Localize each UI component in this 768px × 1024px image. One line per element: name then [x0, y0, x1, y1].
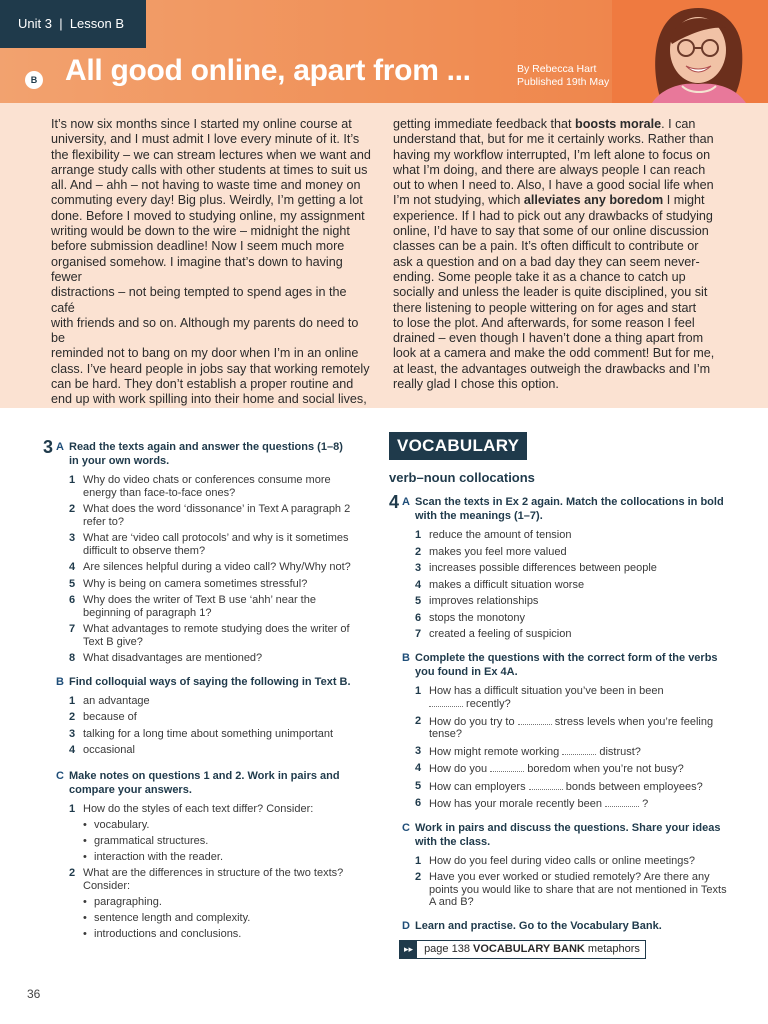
article-title: All good online, apart from ...: [65, 54, 471, 87]
ex3c-q2-bullets: [69, 896, 353, 941]
list-item: 2 How do you try to stress levels when you’re feeling tense?: [415, 714, 714, 740]
exercise-number: 3: [43, 437, 54, 457]
list-item: 3 increases possible differences between people: [415, 562, 657, 574]
list-item: 4 Are silences helpful during a video call? Why/Why not?: [69, 561, 351, 573]
question-text: Why do video chats or conferences consume more energy than face-to-face ones?: [83, 474, 331, 499]
list-item: 2 What does the word ‘dissonance’ in Text A paragraph 2 refer to?: [69, 503, 351, 528]
ex4a-instruction: Scan the texts in Ex 2 again. Match the collocations in bold with the meanings (1–7).: [415, 496, 724, 522]
article-line: having my workflow interrupted, I’m left alone to focus on: [393, 147, 711, 162]
article-line: socially and unless the leader is quite disciplined, you sit: [393, 285, 708, 300]
unit-label: Unit 3: [18, 16, 52, 31]
article-body: [0, 103, 768, 408]
vocabulary-section: [389, 432, 729, 959]
sub-letter: D: [402, 919, 410, 932]
vocabulary-heading: VOCABULARY: [389, 432, 527, 460]
question-text: What does the word ‘dissonance’ in Text A paragraph 2 refer to?: [83, 503, 351, 528]
list-item: 3 talking for a long time about something unimportant: [69, 727, 334, 740]
ex3a-questions: [69, 474, 353, 665]
unit-lesson-tab: [0, 0, 146, 48]
list-item: 3 What are ‘video call protocols’ and why is it sometimes difficult to observe them?: [69, 532, 349, 557]
article-line: can be hard. They don’t establish a proper routine and: [51, 377, 354, 392]
bank-topic: metaphors: [587, 942, 640, 955]
question-text: Have you ever worked or studied remotely? Are there any points you would like to share that are not mentioned in Texts A and B?: [429, 871, 727, 908]
question-text: What are ‘video call protocols’ and why is it sometimes difficult to observe them?: [83, 532, 349, 557]
sub-letter: C: [56, 769, 64, 782]
article-line: there listening to people wittering on for ages and start: [393, 300, 697, 315]
list-item: 2 Have you ever worked or studied remotely? Are there any points you would like to share that are not mentioned in Texts A and B?: [415, 871, 727, 908]
ex4c-instruction: Work in pairs and discuss the questions. Share your ideas with the class.: [415, 821, 721, 848]
ex3c-q1-bullets: [69, 819, 353, 864]
ex4c-questions: [415, 855, 729, 909]
article-line: the flexibility – we can stream lectures when we want and: [51, 147, 371, 162]
list-item: 1 How do you feel during video calls or online meetings?: [415, 854, 695, 867]
exercise-3: [43, 437, 353, 944]
question-text: What disadvantages are mentioned?: [83, 652, 263, 664]
article-line: end up with work spilling into their home and social lives,: [51, 392, 367, 407]
article-line: before submission deadline! Now I seem much more: [51, 239, 345, 254]
article-line: to lose the plot. And afterwards, for some reason I feel: [393, 315, 695, 330]
ex3b-instruction: Find colloquial ways of saying the following in Text B.: [69, 675, 351, 688]
question-text: How can employers: [429, 780, 529, 793]
list-item: 4 makes a difficult situation worse: [415, 578, 585, 591]
list-item: 4 How do you boredom when you’re not busy?: [415, 762, 684, 775]
ex4d-instruction: Learn and practise. Go to the Vocabulary Bank.: [415, 919, 662, 932]
question-text: How do the styles of each text differ? Consider:: [83, 802, 314, 815]
question-text: recently?: [463, 698, 511, 710]
list-item: 6 How has your morale recently been ?: [415, 797, 649, 810]
sub-letter: B: [56, 675, 64, 688]
article-line: reminded not to bang on my door when I’m in an online: [51, 346, 359, 361]
ex4b-questions: [415, 685, 729, 811]
lesson-label: Lesson B: [69, 16, 125, 31]
question-text: Are silences helpful during a video call? Why/Why not?: [83, 561, 351, 573]
list-item: 2 makes you feel more valued: [415, 545, 567, 558]
list-item: 5 improves relationships: [415, 595, 539, 607]
article-column-left: [51, 117, 373, 408]
ex3b-instruction-row: [43, 675, 353, 689]
article-line: arrange study calls with other students at times to suit us: [51, 162, 368, 177]
question-text: ?: [639, 798, 649, 810]
byline-date: Published 19th May: [517, 76, 610, 88]
item-text: increases possible differences between people: [429, 562, 657, 574]
bullet-item: • interaction with the reader.: [69, 851, 353, 864]
item-text: occasional: [83, 744, 135, 756]
answer-blank[interactable]: [529, 780, 563, 790]
ex4a-items: [415, 529, 729, 641]
list-item: 8 What disadvantages are mentioned?: [69, 652, 263, 664]
bullet-item: • paragraphing.: [69, 896, 353, 909]
bullet-item: • sentence length and complexity.: [69, 912, 353, 925]
item-text: talking for a long time about something unimportant: [83, 727, 334, 740]
article-line: organised somehow. I imagine that’s down to having fewer: [51, 254, 343, 284]
sub-letter: A: [402, 496, 410, 508]
question-text: Why is being on camera sometimes stressful?: [83, 577, 308, 590]
sub-letter: C: [402, 821, 410, 834]
question-text: How might remote working: [429, 745, 563, 758]
vocabulary-subheading: verb–noun collocations: [389, 470, 535, 485]
list-item: 5 How can employers bonds between employees?: [415, 779, 703, 793]
question-text: How do you try to: [429, 715, 518, 728]
question-text: How has a difficult situation you’ve been in been: [429, 684, 664, 697]
ex3a-instruction: Read the texts again and answer the questions (1–8) in your own words.: [69, 441, 343, 467]
list-item: 1 reduce the amount of tension: [415, 529, 572, 541]
question-text: Why does the writer of Text B use ‘ahh’ near the beginning of paragraph 1?: [83, 594, 316, 619]
article-line: writing would be down to the wire – midnight the night: [51, 224, 350, 239]
ex3b-items: [69, 695, 353, 757]
article-line: ask a question and on a bad day they can seem never-: [393, 254, 700, 269]
article-line: what I’m doing, and there are always people I can reach: [393, 162, 706, 177]
article-line: at least, the advantages outweigh the drawbacks and I’m: [393, 361, 711, 376]
ex3c-instruction-row: [43, 769, 353, 797]
question-text: How has your morale recently been: [429, 798, 606, 810]
answer-blank[interactable]: [429, 697, 463, 707]
article-line: university, and I must admit I love every minute of it. It’s: [51, 132, 360, 147]
question-text: bonds between employees?: [562, 780, 703, 793]
question-text: What are the differences in structure of the two texts? Consider:: [83, 867, 344, 892]
article-line: done. Before I moved to studying online, my assignment: [51, 208, 365, 223]
list-item: 1 How has a difficult situation you’ve been in been recently?: [415, 684, 664, 710]
header-banner: [0, 0, 768, 103]
ex3c-questions: [69, 803, 353, 816]
ex3c-questions-2: [69, 867, 353, 892]
question-text: stress levels when you’re feeling tense?: [429, 715, 714, 740]
article-line: classes can be a pain. It’s often difficult to contribute or: [393, 239, 699, 254]
question-text: What advantages to remote studying does the writer of Text B give?: [83, 623, 350, 648]
list-item: 1 How do the styles of each text differ? Consider:: [69, 802, 314, 815]
bullet-item: • grammatical structures.: [69, 835, 353, 848]
answer-blank[interactable]: [490, 762, 524, 772]
collocation-bold: boosts morale: [575, 117, 662, 131]
bullet-item: • introductions and conclusions.: [69, 928, 353, 941]
text: getting immediate feedback that: [393, 117, 576, 131]
article-line: with friends and so on. Although my parents do need to be: [51, 315, 359, 346]
item-text: improves relationships: [429, 595, 539, 607]
double-chevron-right-icon: ▸▸: [400, 941, 417, 958]
question-text: How do you: [429, 763, 491, 775]
ex4d-instruction-row: [389, 919, 729, 933]
item-text: because of: [83, 711, 137, 723]
article-line: class. I’ve heard people in jobs say that working remotely: [51, 361, 370, 376]
question-text: boredom when you’re not busy?: [524, 763, 684, 775]
article-line: [393, 193, 719, 208]
list-item: 1 Why do video chats or conferences consume more energy than face-to-face ones?: [69, 474, 331, 499]
ex3a-instruction-row: [43, 437, 353, 468]
article-line: look at a camera and make the odd comment! But for me,: [393, 346, 715, 361]
article-line: out to when I need to. Also, I have a good social life when: [393, 178, 714, 193]
ex4a-instruction-row: [389, 492, 729, 523]
answer-blank[interactable]: [562, 745, 596, 755]
item-text: makes a difficult situation worse: [429, 578, 585, 591]
article-line: [393, 117, 719, 132]
item-text: an advantage: [83, 694, 150, 707]
text: I might: [663, 193, 705, 208]
text: I’m not studying, which: [393, 193, 524, 208]
article-line: It’s now six months since I started my online course at: [51, 117, 352, 131]
list-item: 2 What are the differences in structure of the two texts? Consider:: [69, 867, 344, 892]
list-item: 7 What advantages to remote studying does the writer of Text B give?: [69, 623, 350, 648]
list-item: 5 Why is being on camera sometimes stressful?: [69, 577, 308, 590]
article-line: distractions – not being tempted to spend ages in the café: [51, 285, 347, 315]
ex4c-instruction-row: [389, 821, 729, 849]
article-line: drained – even though I haven’t done a thing apart from: [393, 331, 704, 346]
list-item: 2 because of: [69, 711, 137, 723]
list-item: 6 Why does the writer of Text B use ‘ahh’ near the beginning of paragraph 1?: [69, 594, 316, 619]
article-line: understand that, but for me it certainly works. Rather than: [393, 132, 714, 147]
list-item: 4 occasional: [69, 744, 135, 756]
byline-author: By Rebecca Hart: [517, 63, 597, 75]
exercise-number: 4: [389, 492, 400, 512]
list-item: 7 created a feeling of suspicion: [415, 628, 572, 640]
article-line: ending. Some people take it as a chance to catch up: [393, 269, 686, 284]
bank-page: page 138: [424, 942, 470, 955]
author-photo: [612, 0, 768, 103]
article-column-right: [393, 117, 719, 392]
article-line: all. And – ahh – not having to waste time and money on: [51, 178, 361, 193]
byline: [517, 63, 609, 89]
list-item: 6 stops the monotony: [415, 611, 526, 624]
page-number: 36: [27, 987, 41, 1001]
question-text: How do you feel during video calls or online meetings?: [429, 854, 695, 867]
article-line: online, I’d have to say that some of our online discussion: [393, 224, 709, 239]
vocabulary-bank-link[interactable]: [399, 940, 646, 959]
text: . I can: [661, 117, 696, 131]
article-line: commuting every day! Big plus. Weirdly, I’m getting a lot: [51, 193, 363, 208]
sub-letter: B: [402, 651, 410, 664]
item-text: stops the monotony: [429, 611, 526, 624]
article-line: experience. If I had to pick out any drawbacks of studying: [393, 208, 713, 223]
vocab-bank-row: [389, 939, 729, 959]
question-text: distrust?: [596, 745, 641, 758]
list-item: 3 How might remote working distrust?: [415, 744, 641, 758]
item-text: created a feeling of suspicion: [429, 628, 572, 640]
bank-label: VOCABULARY BANK: [473, 942, 585, 955]
ex4b-instruction-row: [389, 651, 729, 679]
bullet-item: • vocabulary.: [69, 819, 353, 832]
item-text: reduce the amount of tension: [429, 529, 572, 541]
item-text: makes you feel more valued: [429, 545, 567, 558]
answer-blank[interactable]: [605, 797, 639, 807]
article-line: really glad I chose this option.: [393, 377, 559, 392]
list-item: 1 an advantage: [69, 694, 150, 707]
section-badge: B: [25, 71, 43, 89]
ex3c-instruction: Make notes on questions 1 and 2. Work in pairs and compare your answers.: [69, 769, 340, 796]
collocation-bold: alleviates any boredom: [523, 193, 664, 208]
tab-separator: |: [55, 16, 67, 31]
sub-letter: A: [56, 441, 64, 453]
ex4b-instruction: Complete the questions with the correct form of the verbs you found in Ex 4A.: [415, 651, 718, 678]
answer-blank[interactable]: [518, 715, 552, 725]
